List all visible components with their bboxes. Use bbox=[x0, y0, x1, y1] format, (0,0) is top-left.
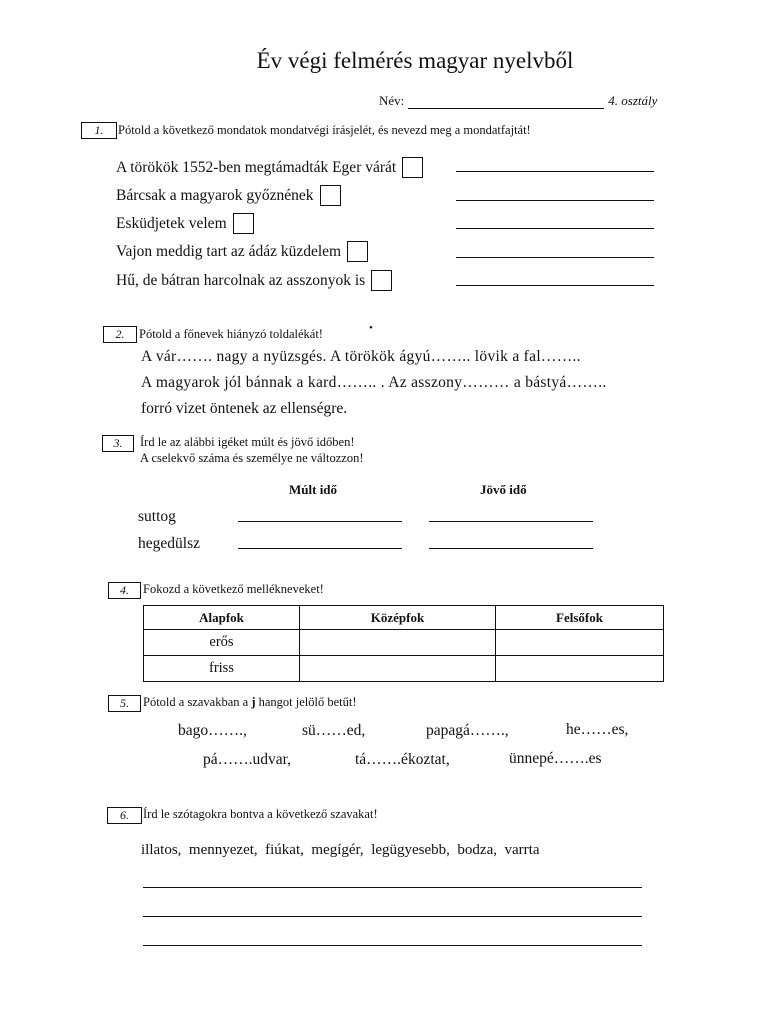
task-1-sentence: Vajon meddig tart az ádáz küzdelem bbox=[116, 241, 368, 262]
name-input-line[interactable] bbox=[408, 96, 604, 109]
answer-line[interactable] bbox=[429, 548, 593, 549]
task-1-instruction: Pótold a következő mondatok mondatvégi írásjelét, és nevezd meg a mondatfajtát! bbox=[118, 123, 531, 137]
base-adjective: friss bbox=[144, 656, 300, 682]
task-6-instruction: Írd le szótagokra bontva a következő szavakat! bbox=[143, 807, 378, 821]
gap-word: tá…….ékoztat, bbox=[355, 751, 450, 768]
task-3-number: 3. bbox=[102, 435, 134, 452]
answer-line[interactable] bbox=[238, 521, 402, 522]
gap-word: pá…….udvar, bbox=[203, 751, 292, 768]
answer-cell[interactable] bbox=[496, 656, 664, 682]
verb: hegedülsz bbox=[138, 535, 200, 552]
punctuation-box[interactable] bbox=[320, 185, 341, 206]
answer-line[interactable] bbox=[143, 887, 642, 888]
gap-word: he……es, bbox=[566, 721, 629, 738]
answer-line[interactable] bbox=[456, 257, 654, 258]
answer-line[interactable] bbox=[456, 285, 654, 286]
task-2-line: A vár……. nagy a nyüzsgés. A törökök ágyú…….. lövik a fal…….. bbox=[141, 348, 581, 365]
table-header-row bbox=[144, 606, 664, 630]
task-5-number: 5. bbox=[108, 695, 141, 712]
answer-cell[interactable] bbox=[300, 656, 496, 682]
task-2-number: 2. bbox=[103, 326, 137, 343]
task-6-number: 6. bbox=[107, 807, 142, 824]
task-1-sentence: Hű, de bátran harcolnak az asszonyok is bbox=[116, 270, 392, 291]
answer-line[interactable] bbox=[143, 945, 642, 946]
punctuation-box[interactable] bbox=[347, 241, 368, 262]
column-future: Jövő idő bbox=[480, 482, 527, 497]
task-1-number: 1. bbox=[81, 122, 117, 139]
task-6-words: illatos, mennyezet, fiúkat, megígér, legügyesebb, bodza, varrta bbox=[141, 842, 540, 858]
punctuation-box[interactable] bbox=[233, 213, 254, 234]
class-label: 4. osztály bbox=[608, 93, 658, 108]
name-field-row bbox=[379, 93, 657, 109]
column-past: Múlt idő bbox=[289, 482, 338, 497]
verb: suttog bbox=[138, 508, 176, 525]
answer-line[interactable] bbox=[429, 521, 593, 522]
page-title: Év végi felmérés magyar nyelvből bbox=[256, 48, 574, 73]
base-adjective: erős bbox=[144, 630, 300, 656]
task-1-sentence: Bárcsak a magyarok győznének bbox=[116, 185, 341, 206]
task-5-instruction: Pótold a szavakban a j hangot jelölő betűt! bbox=[143, 695, 357, 709]
answer-cell[interactable] bbox=[496, 630, 664, 656]
task-3-instruction: Írd le az alábbi igéket múlt és jövő időben! bbox=[140, 435, 355, 449]
task-1-sentence: Esküdjetek velem bbox=[116, 213, 254, 234]
punctuation-box[interactable] bbox=[402, 157, 423, 178]
answer-line[interactable] bbox=[238, 548, 402, 549]
task-2-instruction: Pótold a főnevek hiányzó toldalékát! bbox=[139, 327, 323, 341]
gap-word: ünnepé…….es bbox=[509, 750, 602, 767]
gap-word: sü……ed, bbox=[302, 722, 366, 739]
name-label: Név: bbox=[379, 93, 405, 108]
col-header: Középfok bbox=[300, 606, 496, 630]
answer-line[interactable] bbox=[456, 228, 654, 229]
gap-word: bago……., bbox=[178, 722, 247, 739]
task-2-line: A magyarok jól bánnak a kard…….. . Az asszony……… a bástyá…….. bbox=[141, 374, 607, 391]
col-header: Felsőfok bbox=[496, 606, 664, 630]
stray-mark: • bbox=[369, 322, 373, 334]
gap-word: papagá……., bbox=[426, 722, 509, 739]
task-2-line: forró vizet öntenek az ellenségre. bbox=[141, 400, 348, 417]
col-header: Alapfok bbox=[144, 606, 300, 630]
table-row bbox=[144, 656, 664, 682]
punctuation-box[interactable] bbox=[371, 270, 392, 291]
task-4-number: 4. bbox=[108, 582, 141, 599]
answer-line[interactable] bbox=[456, 171, 654, 172]
table-row bbox=[144, 630, 664, 656]
answer-line[interactable] bbox=[456, 200, 654, 201]
answer-cell[interactable] bbox=[300, 630, 496, 656]
task-3-instruction: A cselekvő száma és személye ne változzon! bbox=[140, 451, 364, 465]
task-1-sentence: A törökök 1552-ben megtámadták Eger várát bbox=[116, 157, 423, 178]
answer-line[interactable] bbox=[143, 916, 642, 917]
comparison-table bbox=[143, 605, 664, 682]
task-4-instruction: Fokozd a következő mellékneveket! bbox=[143, 582, 324, 596]
